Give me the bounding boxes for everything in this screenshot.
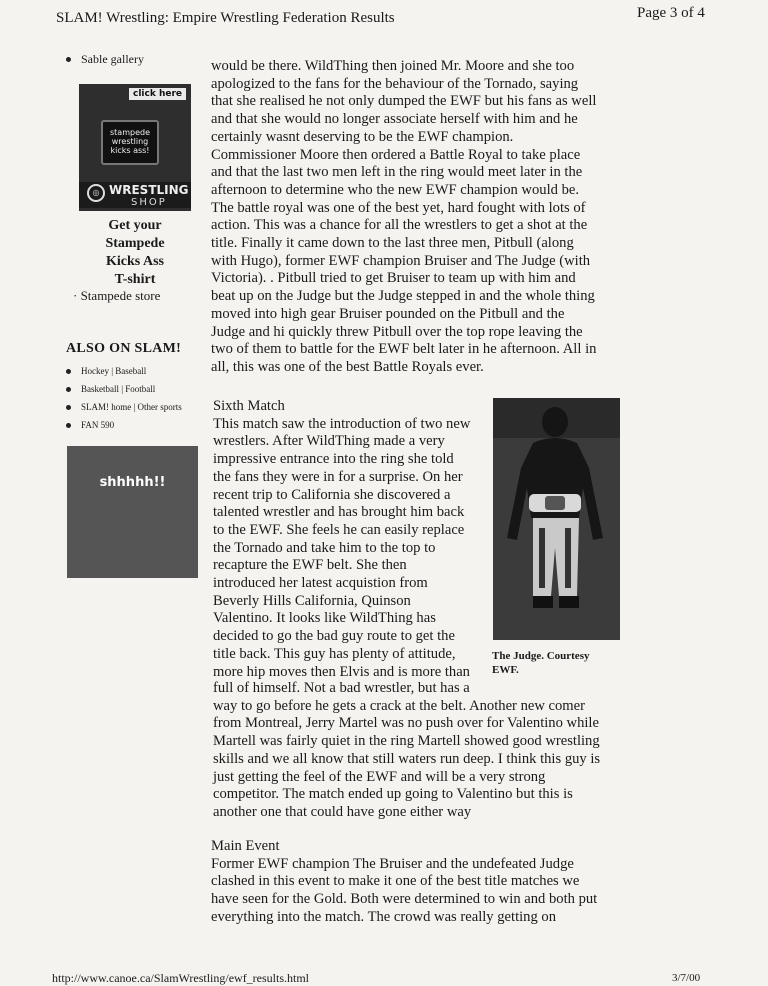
bullet-icon bbox=[66, 405, 71, 410]
also-item-hockey-baseball[interactable]: Hockey | Baseball bbox=[81, 366, 147, 376]
text-line: just getting the feel of the EWF and will be a very strong bbox=[213, 768, 546, 785]
text-line: way to go before he gets a crack at the belt. Another new comer bbox=[213, 697, 585, 714]
bullet-icon bbox=[66, 57, 71, 62]
text-line: beat up on the Judge but the Judge stepped in and the whole thing bbox=[211, 288, 595, 305]
photo-caption bbox=[492, 649, 589, 677]
battle-royal-paragraph bbox=[211, 58, 596, 377]
page-number: Page 3 of 4 bbox=[637, 5, 705, 21]
sixth-match-continued bbox=[213, 680, 600, 822]
also-item-basketball-football[interactable]: Basketball | Football bbox=[81, 384, 156, 394]
tshirt-line: T-shirt bbox=[114, 272, 156, 287]
text-line: and that she would no longer associate herself with him and he bbox=[211, 111, 578, 128]
text-line: and that the last two men left in the ring would meet later in the bbox=[211, 164, 583, 181]
text-line: title back. This guy has plenty of attitude, bbox=[213, 645, 456, 662]
text-line: talented wrestler and has brought him back bbox=[213, 504, 465, 521]
text-line: competitor. The match ended up going to Valentino but this is bbox=[213, 786, 573, 803]
text-line: Former EWF champion The Bruiser and the undefeated Judge bbox=[211, 855, 574, 872]
sixth-match-section bbox=[213, 398, 470, 681]
text-line: more hip moves then Elvis and is more than bbox=[213, 663, 470, 680]
bullet-icon bbox=[66, 423, 71, 428]
wrestling-shop-ad[interactable] bbox=[79, 84, 191, 211]
sable-gallery-link[interactable] bbox=[66, 52, 144, 67]
tshirt-line: Kicks Ass bbox=[106, 254, 164, 269]
text-line: title. Finally it came down to the last three men, Pitbull (along bbox=[211, 235, 574, 252]
text-line: recent trip to California she discovered a bbox=[213, 486, 451, 503]
text-line: have seen for the Gold. Both were determined to win and both put bbox=[211, 891, 598, 908]
tshirt-caption[interactable] bbox=[75, 217, 195, 289]
tv-icon bbox=[101, 120, 159, 165]
also-on-slam-heading: ALSO ON SLAM! bbox=[66, 341, 182, 356]
text-line: Beverly Hills California, Quinson bbox=[213, 592, 411, 609]
also-item-fan590[interactable]: FAN 590 bbox=[81, 420, 115, 430]
text-line: that she realised he not only dumped the EWF but his fans as well bbox=[211, 93, 597, 110]
wrestler-silhouette bbox=[493, 398, 620, 640]
also-on-slam-list bbox=[66, 362, 182, 434]
text-line: two of them to battle for the EWF belt later in he afternoon. All in bbox=[211, 341, 597, 358]
text-line: Judge and hi quickly threw Pitbull over the top rope leaving the bbox=[211, 323, 583, 340]
text-line: introduced her latest acquistion from bbox=[213, 575, 428, 592]
text-line: the Tornado and take him to the top to bbox=[213, 539, 436, 556]
main-event-section bbox=[211, 838, 597, 927]
caption-line: The Judge. Courtesy bbox=[492, 650, 590, 662]
text-line: afternoon to determine who the new EWF champion would be. bbox=[211, 181, 579, 198]
text-line: This match saw the introduction of two new bbox=[213, 415, 471, 432]
list-item[interactable] bbox=[66, 398, 182, 416]
text-line: Martell was fairly quiet in the ring Martell showed good wrestling bbox=[213, 733, 600, 750]
tshirt-line: Get your bbox=[108, 218, 162, 233]
text-line: would be there. WildThing then joined Mr. Moore and she too bbox=[211, 58, 575, 74]
ad-shop-text: SHOP bbox=[131, 197, 167, 208]
section-heading: Sixth Match bbox=[213, 398, 285, 414]
shhhhh-ad[interactable] bbox=[67, 446, 198, 578]
sable-gallery-label: Sable gallery bbox=[81, 52, 144, 66]
section-heading: Main Event bbox=[211, 838, 280, 854]
text-line: everything into the match. The crowd was really getting on bbox=[211, 908, 557, 925]
footer-date: 3/7/00 bbox=[672, 972, 701, 984]
footer-url: http://www.canoe.ca/SlamWrestling/ewf_results.html bbox=[52, 971, 310, 985]
text-line: decided to go the bad guy route to get the bbox=[213, 628, 455, 645]
text-line: Victoria). . Pitbull tried to get Bruiser to team up with him and bbox=[211, 270, 576, 287]
list-item[interactable] bbox=[66, 416, 182, 434]
text-line: with Hugo), former EWF champion Bruiser and The Judge (with bbox=[211, 252, 591, 269]
text-line: wrestlers. After WildThing made a very bbox=[213, 433, 445, 450]
text-line: the fans they were in for a surprise. On her bbox=[213, 468, 463, 485]
text-line: from Montreal, Jerry Martel was no push over for Valentino while bbox=[213, 715, 599, 732]
text-line: clashed in this event to make it one of the best title matches we bbox=[211, 873, 580, 890]
ad-brand-text: WRESTLING bbox=[109, 183, 189, 197]
text-line: all, this was one of the best Battle Royals ever. bbox=[211, 358, 484, 375]
text-line: another one that could have gone either way bbox=[213, 803, 472, 820]
stampede-store-link[interactable]: · Stampede store bbox=[73, 288, 161, 303]
list-item[interactable] bbox=[66, 362, 182, 380]
text-line: certainly wasnt deserving to be the EWF champion. bbox=[211, 128, 514, 145]
text-line: The battle royal was one of the best yet, hard fought with lots of bbox=[211, 199, 586, 216]
text-line: Valentino. It looks like WildThing has bbox=[213, 610, 436, 627]
text-line: action. This was a chance for all the wrestlers to get a shot at the bbox=[211, 217, 588, 234]
wrestling-logo-icon: ◎ bbox=[87, 184, 105, 202]
page-header-title: SLAM! Wrestling: Empire Wrestling Federation Results bbox=[56, 10, 395, 26]
the-judge-photo bbox=[493, 398, 620, 640]
tshirt-line: Stampede bbox=[105, 236, 165, 251]
list-item[interactable] bbox=[66, 380, 182, 398]
text-line: skills and we all know that still waters run deep. I think this guy is bbox=[213, 750, 601, 767]
text-line: full of himself. Not a bad wrestler, but has a bbox=[213, 680, 470, 696]
text-line: apologized to the fans for the behaviour of the Tornado, saying bbox=[211, 75, 579, 92]
text-line: impressive entrance into the ring she told bbox=[213, 451, 454, 468]
text-line: to the EWF. She feels he can easily replace bbox=[213, 521, 465, 538]
ad-tv-line: kicks ass! bbox=[110, 146, 150, 155]
shhhhh-ad-text: shhhhh!! bbox=[99, 475, 166, 490]
click-here-label[interactable]: click here bbox=[129, 88, 186, 100]
bullet-icon bbox=[66, 387, 71, 392]
text-line: moved into high gear Bruiser pounded on the Pitbull and the bbox=[211, 305, 565, 322]
bullet-icon bbox=[66, 369, 71, 374]
ad-tv-line: wrestling bbox=[111, 137, 149, 146]
also-item-slam-home[interactable]: SLAM! home | Other sports bbox=[81, 402, 182, 412]
text-line: Commissioner Moore then ordered a Battle Royal to take place bbox=[211, 146, 581, 163]
caption-line: EWF. bbox=[492, 664, 519, 676]
text-line: recapture the EWF belt. She then bbox=[213, 557, 407, 574]
ad-tv-line: stampede bbox=[110, 128, 150, 137]
